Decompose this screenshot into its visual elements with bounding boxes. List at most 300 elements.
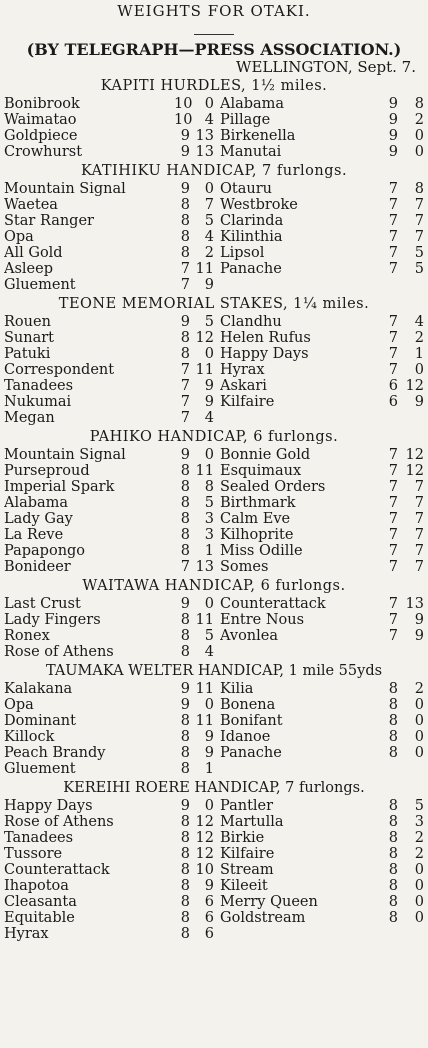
horse-name: Sealed Orders	[220, 479, 326, 495]
weight-pounds: 5	[204, 628, 214, 644]
entry-left	[4, 846, 214, 862]
race-section	[4, 577, 424, 660]
entry-table	[4, 181, 424, 293]
weight-pounds: 12	[405, 463, 424, 479]
horse-name: Patuki	[4, 346, 51, 362]
weight-pounds: 0	[204, 447, 214, 463]
horse-name: Equitable	[4, 910, 75, 926]
horse-name: Bonibrook	[4, 96, 80, 112]
entry-right	[214, 644, 424, 660]
weight-stone: 7	[388, 612, 398, 628]
entry-right	[214, 559, 424, 575]
horse-name: Esquimaux	[220, 463, 302, 479]
table-row	[4, 362, 424, 378]
weight-pounds: 12	[195, 830, 214, 846]
weight-stone: 8	[180, 761, 190, 777]
table-row	[4, 798, 424, 814]
weight-stone: 8	[180, 729, 190, 745]
weight-stone: 7	[180, 277, 190, 293]
entry-right	[214, 495, 424, 511]
entry-table	[4, 447, 424, 575]
race-title: KEREIHI ROERE HANDICAP, 7 furlongs.	[63, 780, 365, 796]
entry-left	[4, 128, 214, 144]
weight-pounds: 0	[204, 96, 214, 112]
race-title: PAHIKO HANDICAP, 6 furlongs.	[89, 429, 339, 445]
table-row	[4, 729, 424, 745]
horse-name: La Reve	[4, 527, 64, 543]
horse-name: Stream	[220, 862, 274, 878]
weight-stone: 7	[180, 378, 190, 394]
entry-right	[214, 713, 424, 729]
weight-pounds: 2	[414, 330, 424, 346]
entry-left	[4, 314, 214, 330]
weight-pounds: 0	[414, 745, 424, 761]
entry-right	[214, 697, 424, 713]
table-row	[4, 128, 424, 144]
race-title: KAPITI HURDLES, 1½ miles.	[100, 78, 328, 94]
weight-pounds: 2	[414, 112, 424, 128]
weight-stone: 7	[388, 527, 398, 543]
table-row	[4, 112, 424, 128]
horse-name: Purseproud	[4, 463, 90, 479]
weight-pounds: 5	[414, 798, 424, 814]
entry-left	[4, 862, 214, 878]
weight-stone: 8	[388, 681, 398, 697]
table-row	[4, 612, 424, 628]
entry-left	[4, 229, 214, 245]
table-row	[4, 181, 424, 197]
entry-right	[214, 245, 424, 261]
horse-name: Pantler	[220, 798, 274, 814]
horse-name: Hyrax	[220, 362, 265, 378]
entry-table	[4, 798, 424, 942]
entry-right	[214, 878, 424, 894]
table-row	[4, 330, 424, 346]
entry-right	[214, 463, 424, 479]
horse-name: Correspondent	[4, 362, 115, 378]
horse-name: Tussore	[4, 846, 63, 862]
race-title: WAITAWA HANDICAP, 6 furlongs.	[82, 578, 346, 594]
entry-left	[4, 197, 214, 213]
entry-left	[4, 394, 214, 410]
table-row	[4, 245, 424, 261]
weight-pounds: 9	[414, 612, 424, 628]
weight-stone: 9	[180, 697, 190, 713]
horse-name: Miss Odille	[220, 543, 303, 559]
weight-stone: 8	[388, 846, 398, 862]
weight-stone: 8	[180, 830, 190, 846]
newspaper-column	[0, 2, 428, 1048]
table-row	[4, 846, 424, 862]
entry-left	[4, 878, 214, 894]
weight-pounds: 10	[195, 862, 214, 878]
horse-name: Megan	[4, 410, 55, 426]
horse-name: Martulla	[220, 814, 284, 830]
horse-name: Goldpiece	[4, 128, 78, 144]
table-row	[4, 596, 424, 612]
weight-stone: 9	[180, 128, 190, 144]
weight-pounds: 7	[414, 495, 424, 511]
table-row	[4, 144, 424, 160]
weight-stone: 7	[180, 261, 190, 277]
horse-name: Kilinthia	[220, 229, 283, 245]
entry-left	[4, 644, 214, 660]
entry-right	[214, 330, 424, 346]
table-row	[4, 394, 424, 410]
weight-stone: 8	[388, 713, 398, 729]
weight-pounds: 12	[195, 814, 214, 830]
horse-name: Happy Days	[4, 798, 93, 814]
weight-pounds: 12	[405, 378, 424, 394]
entry-right	[214, 761, 424, 777]
horse-name: Helen Rufus	[220, 330, 311, 346]
weight-pounds: 6	[204, 926, 214, 942]
horse-name: Nukumai	[4, 394, 72, 410]
table-row	[4, 495, 424, 511]
horse-name: Cleasanta	[4, 894, 77, 910]
horse-name: Birkie	[220, 830, 265, 846]
weight-pounds: 3	[414, 814, 424, 830]
table-row	[4, 447, 424, 463]
weight-pounds: 0	[414, 128, 424, 144]
entry-left	[4, 761, 214, 777]
weight-stone: 8	[388, 910, 398, 926]
entry-right	[214, 277, 424, 293]
horse-name: Panache	[220, 261, 282, 277]
table-row	[4, 926, 424, 942]
horse-name: Happy Days	[220, 346, 309, 362]
entry-left	[4, 245, 214, 261]
entry-left	[4, 612, 214, 628]
weight-stone: 9	[180, 181, 190, 197]
horse-name: Counterattack	[220, 596, 326, 612]
weight-pounds: 0	[414, 729, 424, 745]
weight-stone: 8	[180, 495, 190, 511]
horse-name: Merry Queen	[220, 894, 318, 910]
table-row	[4, 878, 424, 894]
weight-stone: 8	[180, 330, 190, 346]
entry-table	[4, 314, 424, 426]
weight-pounds: 11	[195, 612, 214, 628]
weight-pounds: 7	[414, 511, 424, 527]
table-row	[4, 346, 424, 362]
horse-name: Lady Fingers	[4, 612, 101, 628]
weight-stone: 9	[388, 144, 398, 160]
horse-name: Papapongo	[4, 543, 86, 559]
entry-left	[4, 745, 214, 761]
race-section	[4, 428, 424, 575]
weight-pounds: 4	[204, 410, 214, 426]
weight-pounds: 1	[414, 346, 424, 362]
race-section	[4, 77, 424, 160]
weight-stone: 8	[180, 346, 190, 362]
horse-name: Opa	[4, 697, 34, 713]
entry-right	[214, 229, 424, 245]
entry-left	[4, 112, 214, 128]
weight-stone: 8	[180, 479, 190, 495]
entry-right	[214, 511, 424, 527]
weight-stone: 7	[388, 197, 398, 213]
horse-name: Bonena	[220, 697, 276, 713]
horse-name: Askari	[220, 378, 267, 394]
entry-right	[214, 181, 424, 197]
horse-name: Opa	[4, 229, 34, 245]
weight-stone: 7	[180, 362, 190, 378]
weight-pounds: 8	[414, 181, 424, 197]
horse-name: Imperial Spark	[4, 479, 115, 495]
table-row	[4, 862, 424, 878]
table-row	[4, 261, 424, 277]
weight-pounds: 0	[204, 346, 214, 362]
entry-left	[4, 362, 214, 378]
horse-name: Westbroke	[220, 197, 298, 213]
weight-pounds: 7	[414, 213, 424, 229]
entry-right	[214, 410, 424, 426]
weight-stone: 7	[388, 330, 398, 346]
weight-pounds: 0	[414, 713, 424, 729]
table-row	[4, 229, 424, 245]
horse-name: Entre Nous	[220, 612, 305, 628]
weight-stone: 8	[180, 628, 190, 644]
weight-stone: 8	[180, 197, 190, 213]
weight-stone: 9	[180, 144, 190, 160]
weight-stone: 6	[388, 378, 398, 394]
weight-stone: 7	[388, 447, 398, 463]
entry-left	[4, 96, 214, 112]
weight-pounds: 4	[414, 314, 424, 330]
table-row	[4, 197, 424, 213]
weight-pounds: 7	[414, 229, 424, 245]
table-row	[4, 830, 424, 846]
weight-stone: 7	[388, 229, 398, 245]
horse-name: Bonifant	[220, 713, 283, 729]
horse-name: Gluement	[4, 277, 76, 293]
horse-name: Panache	[220, 745, 282, 761]
weight-stone: 8	[180, 229, 190, 245]
weight-stone: 7	[388, 362, 398, 378]
entry-left	[4, 926, 214, 942]
horse-name: Birthmark	[220, 495, 296, 511]
weight-stone: 8	[180, 894, 190, 910]
weight-stone: 8	[180, 463, 190, 479]
entry-right	[214, 798, 424, 814]
table-row	[4, 314, 424, 330]
race-list	[4, 77, 424, 942]
weight-pounds: 2	[204, 245, 214, 261]
weight-stone: 8	[388, 894, 398, 910]
weight-stone: 8	[180, 612, 190, 628]
race-section	[4, 779, 424, 942]
weight-pounds: 0	[414, 362, 424, 378]
table-row	[4, 527, 424, 543]
table-row	[4, 713, 424, 729]
source-line: (BY TELEGRAPH—PRESS ASSOCIATION.)	[26, 40, 402, 59]
weight-pounds: 13	[405, 596, 424, 612]
horse-name: Tanadees	[4, 830, 74, 846]
horse-name: Birkenella	[220, 128, 296, 144]
weight-stone: 7	[180, 559, 190, 575]
weight-stone: 7	[388, 511, 398, 527]
weight-pounds: 7	[414, 543, 424, 559]
entry-right	[214, 894, 424, 910]
horse-name: Bonnie Gold	[220, 447, 311, 463]
weight-pounds: 8	[204, 479, 214, 495]
weight-stone: 7	[388, 346, 398, 362]
entry-right	[214, 112, 424, 128]
weight-pounds: 3	[204, 511, 214, 527]
entry-left	[4, 511, 214, 527]
entry-left	[4, 628, 214, 644]
weight-stone: 9	[180, 681, 190, 697]
horse-name: Somes	[220, 559, 269, 575]
horse-name: Mountain Signal	[4, 181, 126, 197]
table-row	[4, 814, 424, 830]
weight-stone: 7	[388, 314, 398, 330]
weight-pounds: 5	[414, 245, 424, 261]
entry-left	[4, 447, 214, 463]
entry-right	[214, 96, 424, 112]
entry-right	[214, 378, 424, 394]
entry-table	[4, 96, 424, 160]
horse-name: Mountain Signal	[4, 447, 126, 463]
table-row	[4, 277, 424, 293]
table-row	[4, 697, 424, 713]
entry-left	[4, 346, 214, 362]
weight-pounds: 11	[195, 463, 214, 479]
entry-left	[4, 543, 214, 559]
weight-stone: 8	[180, 543, 190, 559]
weight-stone: 7	[388, 181, 398, 197]
horse-name: Rose of Athens	[4, 814, 114, 830]
table-row	[4, 479, 424, 495]
horse-name: Goldstream	[220, 910, 306, 926]
weight-stone: 8	[180, 527, 190, 543]
weight-stone: 9	[388, 128, 398, 144]
entry-left	[4, 144, 214, 160]
entry-right	[214, 612, 424, 628]
weight-stone: 8	[180, 878, 190, 894]
horse-name: Lady Gay	[4, 511, 73, 527]
weight-pounds: 0	[204, 596, 214, 612]
entry-left	[4, 894, 214, 910]
entry-left	[4, 527, 214, 543]
weight-pounds: 2	[414, 681, 424, 697]
weight-pounds: 12	[195, 846, 214, 862]
weight-pounds: 5	[204, 314, 214, 330]
entry-right	[214, 830, 424, 846]
horse-name: Kileeit	[220, 878, 268, 894]
weight-stone: 8	[180, 926, 190, 942]
weight-pounds: 0	[204, 798, 214, 814]
entry-right	[214, 596, 424, 612]
weight-pounds: 0	[414, 878, 424, 894]
weight-stone: 8	[388, 697, 398, 713]
entry-right	[214, 479, 424, 495]
table-row	[4, 410, 424, 426]
entry-right	[214, 846, 424, 862]
weight-stone: 8	[180, 245, 190, 261]
weight-stone: 9	[180, 596, 190, 612]
weight-stone: 7	[388, 628, 398, 644]
horse-name: Counterattack	[4, 862, 110, 878]
weight-stone: 8	[388, 830, 398, 846]
race-section	[4, 662, 424, 777]
horse-name: Lipsol	[220, 245, 265, 261]
entry-right	[214, 543, 424, 559]
horse-name: Waetea	[4, 197, 58, 213]
entry-right	[214, 729, 424, 745]
weight-pounds: 9	[414, 394, 424, 410]
weight-stone: 8	[388, 878, 398, 894]
entry-right	[214, 447, 424, 463]
weight-stone: 8	[388, 745, 398, 761]
weight-stone: 8	[180, 644, 190, 660]
weight-stone: 10	[174, 96, 193, 112]
horse-name: Last Crust	[4, 596, 81, 612]
weight-stone: 9	[180, 314, 190, 330]
weight-pounds: 8	[414, 96, 424, 112]
weight-stone: 8	[388, 814, 398, 830]
entry-left	[4, 559, 214, 575]
weight-pounds: 2	[414, 830, 424, 846]
entry-left	[4, 681, 214, 697]
weight-pounds: 0	[414, 910, 424, 926]
entry-right	[214, 362, 424, 378]
weight-pounds: 9	[414, 628, 424, 644]
entry-right	[214, 346, 424, 362]
horse-name: Kilfaire	[220, 846, 275, 862]
entry-left	[4, 814, 214, 830]
weight-pounds: 4	[204, 644, 214, 660]
dateline: WELLINGTON, Sept. 7.	[236, 58, 416, 76]
table-row	[4, 745, 424, 761]
horse-name: All Gold	[4, 245, 63, 261]
weight-pounds: 7	[204, 197, 214, 213]
entry-right	[214, 527, 424, 543]
weight-stone: 9	[388, 96, 398, 112]
weight-stone: 9	[388, 112, 398, 128]
horse-name: Pillage	[220, 112, 271, 128]
race-title: TAUMAKA WELTER HANDICAP, 1 mile 55yds	[45, 663, 383, 679]
weight-pounds: 2	[414, 846, 424, 862]
weight-stone: 7	[388, 213, 398, 229]
horse-name: Killock	[4, 729, 55, 745]
entry-left	[4, 410, 214, 426]
weight-stone: 7	[388, 596, 398, 612]
weight-stone: 9	[180, 447, 190, 463]
horse-name: Gluement	[4, 761, 76, 777]
weight-pounds: 11	[195, 362, 214, 378]
weight-stone: 8	[388, 729, 398, 745]
weight-pounds: 4	[204, 229, 214, 245]
horse-name: Tanadees	[4, 378, 74, 394]
weight-pounds: 7	[414, 197, 424, 213]
entry-right	[214, 681, 424, 697]
weight-pounds: 13	[195, 144, 214, 160]
race-section	[4, 295, 424, 426]
weight-pounds: 7	[414, 527, 424, 543]
weight-stone: 7	[388, 261, 398, 277]
horse-name: Ihapotoa	[4, 878, 69, 894]
weight-pounds: 4	[204, 112, 214, 128]
weight-pounds: 7	[414, 479, 424, 495]
table-row	[4, 644, 424, 660]
horse-name: Rouen	[4, 314, 51, 330]
weight-stone: 7	[388, 479, 398, 495]
weight-pounds: 12	[405, 447, 424, 463]
table-row	[4, 559, 424, 575]
race-title: KATIHIKU HANDICAP, 7 furlongs.	[80, 163, 348, 179]
